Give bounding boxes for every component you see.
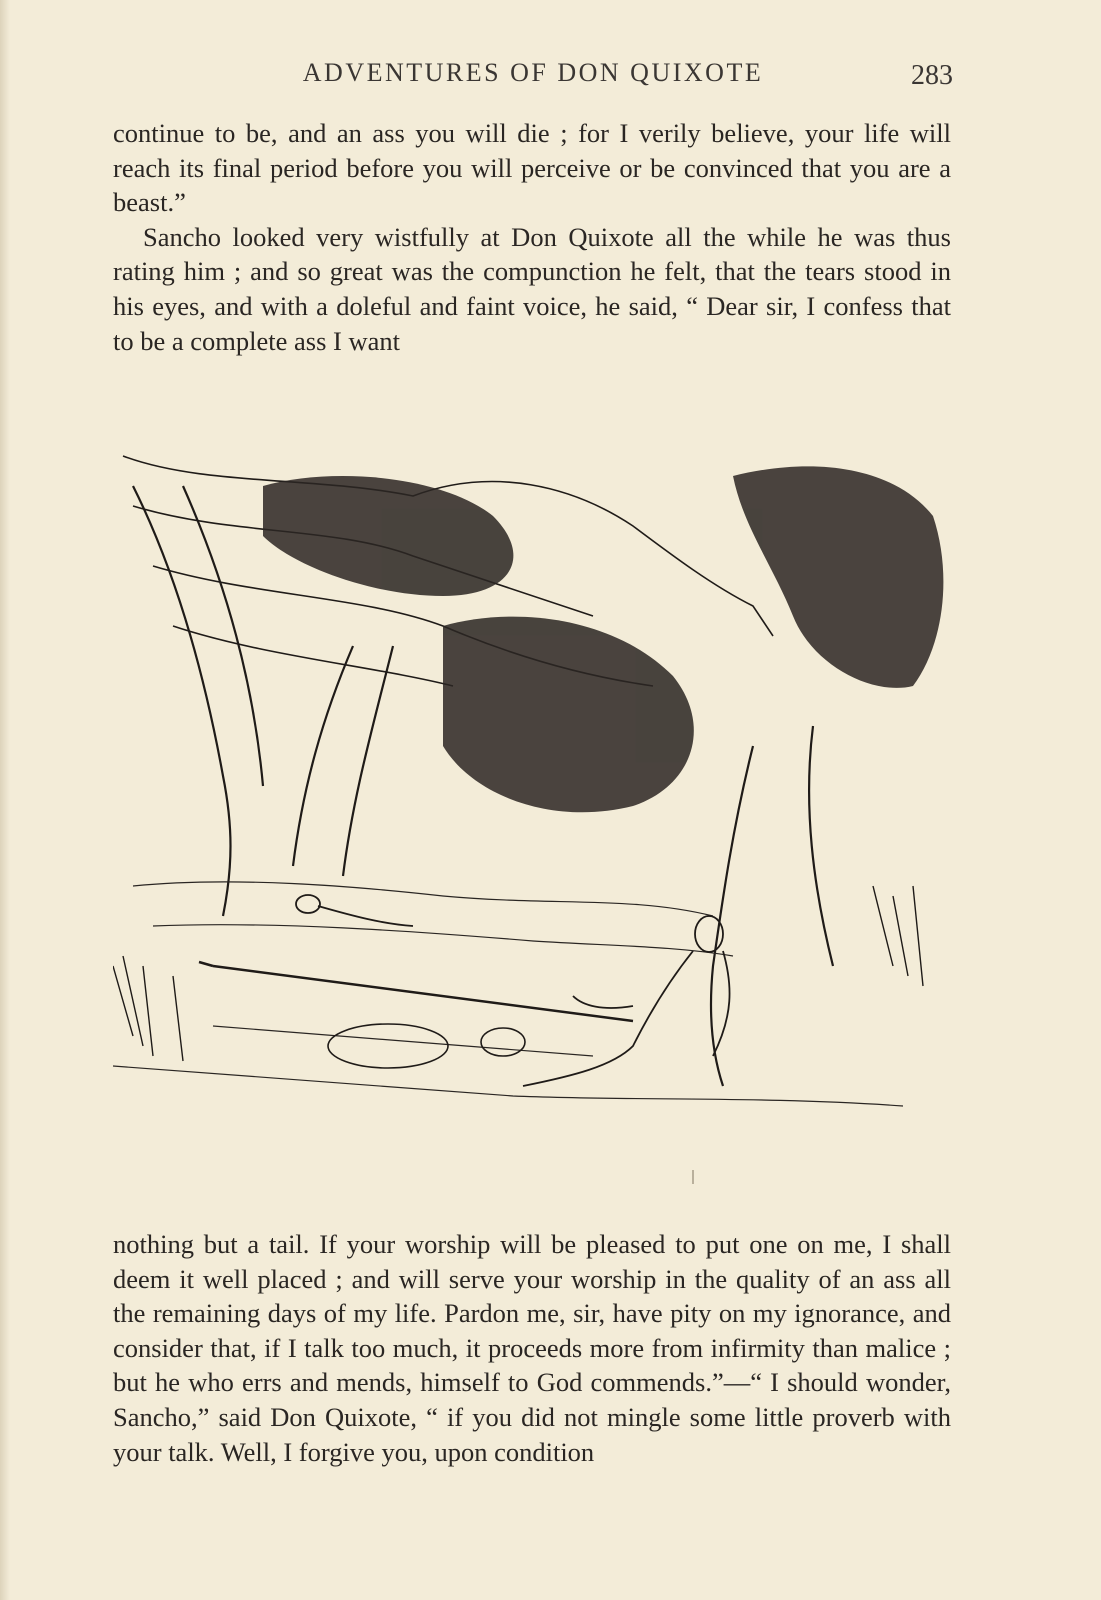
page-edge-shadow (0, 0, 10, 1600)
shield-and-gear (328, 1024, 525, 1068)
woodcut-illustration (113, 446, 951, 1146)
paragraph-nothing-but-a-tail: nothing but a tail. If your worship will be pleased to put one on me, I shall deem it well placed ; and will serve your worship in the quality of an ass all the remaining days of my life. Pardon me, sir, have pity on my ignorance, and consider that, if I talk too much, it proceeds more from infirmity than malice ; but he who errs and mends, himself to God commends.”—“ I should wonder, Sancho,” said Don Quixote, “ if you did not mingle some little proverb with your talk. Well, I forgive you, upon condition (113, 1229, 951, 1467)
printers-mark (692, 1170, 694, 1184)
page-number: 283 (911, 60, 953, 91)
running-title: ADVENTURES OF DON QUIXOTE (302, 58, 764, 87)
paragraph-continuation: continue to be, and an ass you will die ; for I verily believe, your life will reach its final period before you will perceive or be convinced that you are a beast.” (113, 118, 951, 218)
paragraph-sancho: Sancho looked very wistfully at Don Quixote all the while he was thus rating him ; and so great was the compunction he felt, that the tears stood in his eyes, and with a doleful and faint voice, he said, “ Dear sir, I confess that to be a complete ass I want (113, 221, 951, 356)
figure-sleeping (296, 895, 413, 926)
body-text-bottom (113, 1227, 951, 1469)
running-head (113, 58, 953, 98)
lance (199, 962, 633, 1021)
ground-lines (113, 882, 903, 1106)
grass-tufts (113, 886, 923, 1061)
body-text-top (113, 116, 951, 358)
figure-reclining (523, 916, 730, 1086)
